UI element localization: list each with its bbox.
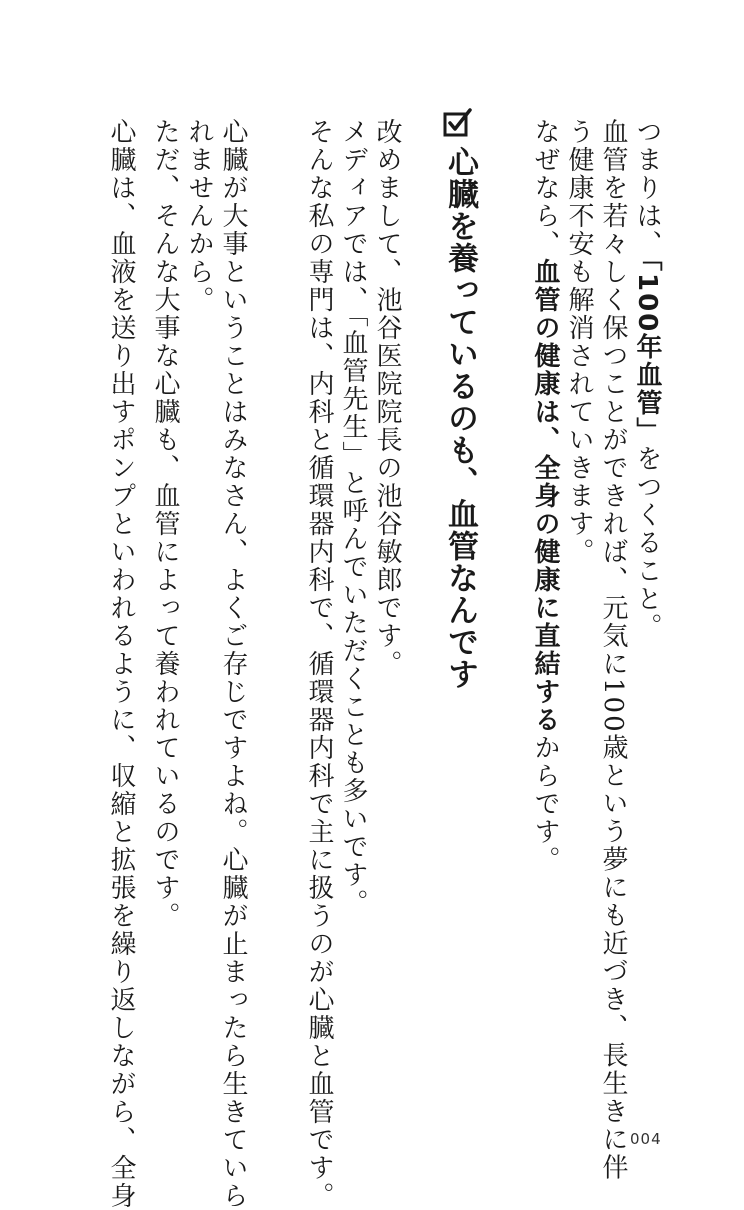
- text-column-2: [596, 118, 630, 1182]
- text-run: れませんから。: [184, 118, 214, 314]
- text-run: 血管を若々しく保つことができれば、元気に100歳という夢にも近づき、長生きに伴: [598, 118, 628, 1182]
- text-run: なぜなら、: [530, 118, 560, 258]
- text-run: う健康不安も解消されていきます。: [564, 118, 594, 566]
- text-run: からです。: [530, 734, 560, 874]
- text-column-10: [148, 118, 182, 930]
- text-run: 心臓は、血液を送り出すポンプといわれるように、収縮と拡張を繰り返しながら、全身: [106, 118, 136, 1210]
- text-column-7: [302, 118, 336, 1210]
- checkbox-icon: [443, 108, 473, 138]
- bold-text-run: 「100年血管」: [632, 258, 662, 446]
- text-column-5: [370, 118, 404, 678]
- text-run: つまりは、: [632, 118, 662, 258]
- text-run: ただ、そんな大事な心臓も、血管によって養われているのです。: [150, 118, 180, 930]
- text-run: そんな私の専門は、内科と循環器内科で、循環器内科で主に扱うのが心臓と血管です。: [304, 118, 334, 1210]
- text-column-8: [216, 118, 250, 1210]
- text-column-1: [630, 118, 664, 641]
- text-run: 改めまして、池谷医院院長の池谷敏郎です。: [372, 118, 402, 678]
- text-run: メディアでは、「血管先生」と呼んでいただくことも多いです。: [338, 118, 368, 917]
- text-column-6: [336, 118, 370, 917]
- text-run: をつくること。: [632, 445, 662, 642]
- text-column-4: [528, 118, 562, 874]
- page-number: 004: [630, 1130, 662, 1148]
- bold-text-run: 血管の健康は、全身の健康に直結する: [530, 258, 560, 734]
- text-column-3: [562, 118, 596, 566]
- section-heading: 心臓を養っているのも、血管なんです: [442, 146, 478, 690]
- text-column-11: [104, 118, 138, 1210]
- text-run: 心臓が大事ということはみなさん、よくご存じですよね。心臓が止まったら生きていら: [218, 118, 248, 1210]
- text-column-9: [182, 118, 216, 314]
